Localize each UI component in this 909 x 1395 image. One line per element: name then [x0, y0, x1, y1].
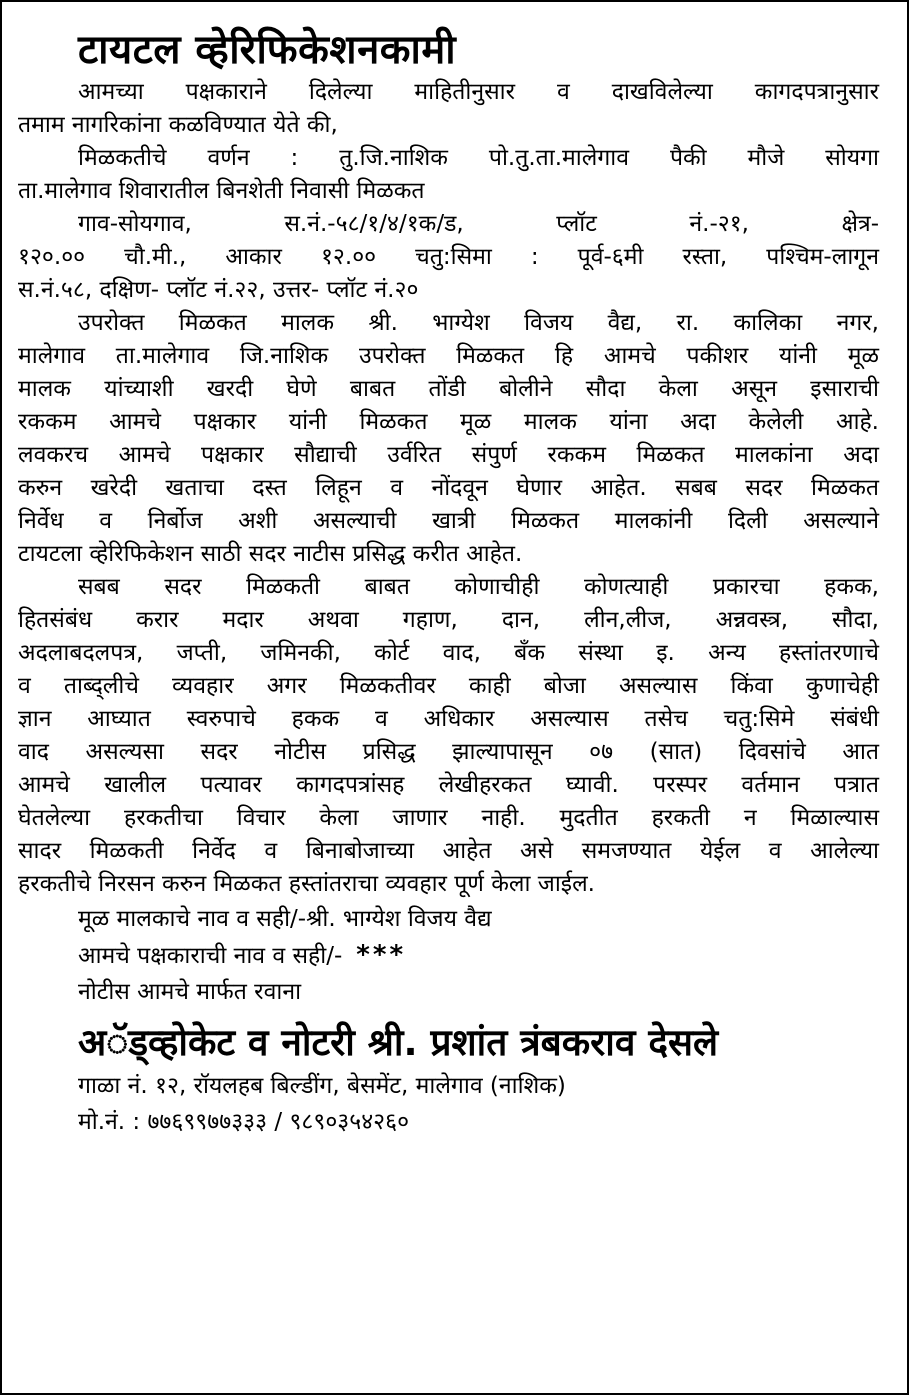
text-line: हितसंबंध करार मदार अथवा गहाण, दान, लीन,लीज, अन्नवस्त्र, सौदा,	[18, 607, 879, 633]
notice-title: टायटल व्हेरिफिकेशनकामी	[78, 27, 457, 73]
text-line: करुन खरेदी खताचा दस्त लिहून व नोंदवून घेणार आहेत. सबब सदर मिळकत	[18, 475, 879, 501]
text-line: रककम आमचे पक्षकार यांनी मिळकत मूळ मालक यांना अदा केलेली आहे.	[18, 409, 879, 435]
client-signature	[18, 937, 879, 974]
text-line: निर्वेध व निर्बोज अशी असल्याची खात्री मिळकत मालकांनी दिली असल्याने	[18, 508, 879, 534]
text-line: हरकतीचे निरसन करुन मिळकत हस्तांतराचा व्यवहार पूर्ण केला जाईल.	[18, 871, 595, 897]
paragraph-property-description	[18, 142, 879, 208]
owner-signature: मूळ मालकाचे नाव व सही/-श्री. भाग्येश विजय वैद्य	[78, 906, 492, 932]
advocate-phone: मो.नं. : ७७६९९७७३३३ / ९८९०३५४२६०	[78, 1109, 410, 1135]
advocate-address: गाळा नं. १२, रॉयलहब बिल्डींग, बेसमेंट, मालेगाव (नाशिक)	[78, 1073, 566, 1099]
text-line: सादर मिळकती निर्वेद व बिनाबोजाच्या आहेत असे समजण्यात येईल व आलेल्या	[18, 838, 879, 864]
client-signature-label: आमचे पक्षकाराची नाव व सही/-	[78, 943, 343, 969]
text-line: आमचे खालील पत्यावर कागदपत्रांसह लेखीहरकत घ्यावी. परस्पर वर्तमान पत्रात	[18, 772, 879, 798]
text-line: गाव-सोयगाव, स.नं.-५८/१/४/१क/ड, प्लॉट नं.-२१, क्षेत्र-	[78, 211, 879, 237]
paragraph-property-details	[18, 208, 879, 307]
text-line: १२०.०० चौ.मी., आकार १२.०० चतु:सिमा : पूर्व-६मी रस्ता, पश्चिम-लागून	[18, 244, 879, 270]
text-line: तमाम नागरिकांना कळविण्यात येते की,	[18, 112, 338, 138]
advocate-name: अॅड्व्होकेट व नोटरी श्री. प्रशांत त्रंबकराव देसले	[78, 1021, 719, 1064]
text-line: व ताब्द्लीचे व्यवहार अगर मिळकतीवर काही बोजा असल्यास किंवा कुणाचेही	[18, 673, 879, 699]
notice-via: नोटीस आमचे मार्फत रवाना	[78, 979, 302, 1005]
text-line: घेतलेल्या हरकतीचा विचार केला जाणार नाही. मुदतीत हरकती न मिळाल्यास	[18, 805, 879, 831]
paragraph-objections	[18, 571, 879, 901]
client-signature-stars: ***	[356, 940, 407, 970]
text-line: स.नं.५८, दक्षिण- प्लॉट नं.२२, उत्तर- प्लॉट नं.२०	[18, 277, 419, 303]
text-line: मिळकतीचे वर्णन : तु.जि.नाशिक पो.तु.ता.मालेगाव पैकी मौजे सोयगा	[78, 145, 879, 171]
text-line: उपरोक्त मिळकत मालक श्री. भाग्येश विजय वैद्य, रा. कालिका नगर,	[78, 310, 879, 336]
text-line: लवकरच आमचे पक्षकार सौद्याची उर्वरित संपुर्ण रककम मिळकत मालकांना अदा	[18, 442, 879, 468]
paragraph-owner-deal	[18, 307, 879, 571]
text-line: मालक यांच्याशी खरदी घेणे बाबत तोंडी बोलीने सौदा केला असून इसाराची	[18, 376, 879, 402]
paragraph-intro	[18, 76, 879, 142]
text-line: अदलाबदलपत्र, जप्ती, जमिनकी, कोर्ट वाद, बँक संस्था इ. अन्य हस्तांतरणाचे	[18, 640, 879, 666]
text-line: मालेगाव ता.मालेगाव जि.नाशिक उपरोक्त मिळकत हि आमचे पकीशर यांनी मूळ	[18, 343, 879, 369]
text-line: ता.मालेगाव शिवारातील बिनशेती निवासी मिळकत	[18, 178, 425, 204]
text-line: ज्ञान आघ्यात स्वरुपाचे हकक व अधिकार असल्यास तसेच चतु:सिमे संबंधी	[18, 706, 879, 732]
text-line: आमच्या पक्षकाराने दिलेल्या माहितीनुसार व दाखविलेल्या कागदपत्रानुसार	[78, 79, 879, 105]
text-line: टायटला व्हेरिफिकेशन साठी सदर नाटीस प्रसिद्ध करीत आहेत.	[18, 541, 523, 567]
text-line: सबब सदर मिळकती बाबत कोणाचीही कोणत्याही प्रकारचा हकक,	[78, 574, 879, 600]
text-line: वाद असल्यसा सदर नोटीस प्रसिद्ध झाल्यापासून ०७ (सात) दिवसांचे आत	[18, 739, 879, 765]
